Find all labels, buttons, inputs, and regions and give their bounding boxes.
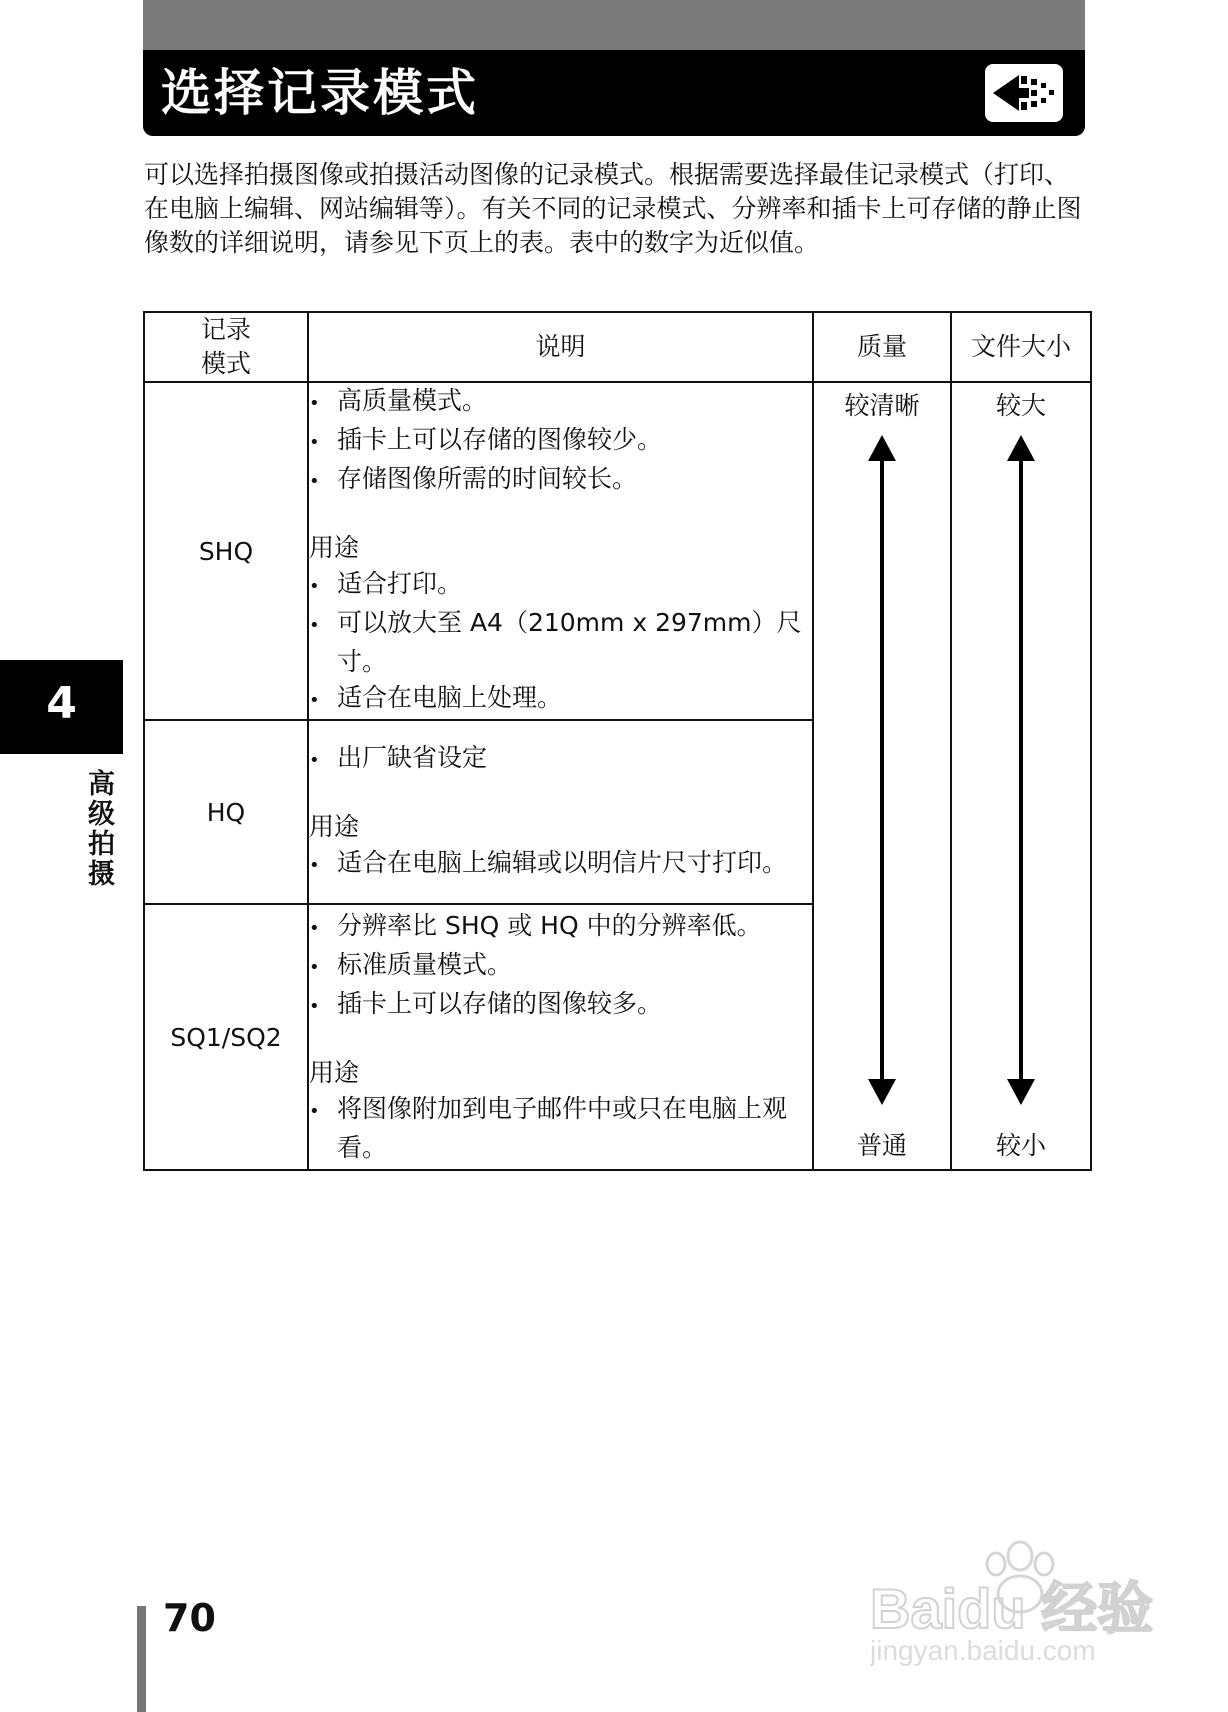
watermark-logo: Baidu 经验 (870, 1577, 1154, 1640)
list-item: • 适合在电脑上编辑或以明信片尺寸打印。 (309, 845, 812, 884)
list-item: • 插卡上可以存储的图像较多。 (309, 986, 812, 1025)
size-scale-bottom: 较小 (995, 1131, 1046, 1160)
list-item: • 适合打印。 (309, 566, 812, 605)
list-item: • 存储图像所需的时间较长。 (309, 461, 812, 500)
size-scale-top: 较大 (995, 391, 1046, 420)
list-item: • 将图像附加到电子邮件中或只在电脑上观看。 (309, 1091, 812, 1166)
double-arrow-icon (1005, 435, 1037, 1105)
list-item: • 分辨率比 SHQ 或 HQ 中的分辨率低。 (309, 908, 812, 947)
list-item: • 高质量模式。 (309, 383, 812, 422)
table-header-row (144, 312, 1091, 382)
page-number: 70 (163, 1596, 216, 1640)
quality-scale (813, 382, 951, 1170)
chapter-number: 4 (46, 678, 77, 729)
chapter-tab (0, 660, 123, 754)
description-shq (308, 382, 813, 720)
list-item: • 插卡上可以存储的图像较少。 (309, 422, 812, 461)
list-item: • 可以放大至 A4（210mm x 297mm）尺寸。 (309, 605, 812, 680)
header-file-size: 文件大小 (951, 312, 1091, 382)
description-sq (308, 904, 813, 1170)
header-mode: 记录 模式 (144, 312, 308, 382)
double-arrow-icon (866, 435, 898, 1105)
header-gray-band (143, 0, 1085, 52)
header-quality: 质量 (813, 312, 951, 382)
mode-hq: HQ (144, 720, 308, 904)
usage-label: 用途 (309, 812, 360, 841)
list-item: • 出厂缺省设定 (309, 740, 812, 779)
recording-mode-table (143, 311, 1092, 1171)
mode-shq: SHQ (144, 382, 308, 720)
page-margin-bar (137, 1606, 146, 1712)
baidu-watermark (870, 1528, 1170, 1668)
chapter-label: 高级拍摄 (88, 769, 115, 890)
mode-sq1-sq2: SQ1/SQ2 (144, 904, 308, 1170)
header-bar (143, 50, 1085, 136)
watermark-url: jingyan.baidu.com (870, 1635, 1096, 1666)
quality-scale-top: 较清晰 (844, 391, 920, 420)
usage-label: 用途 (309, 533, 360, 562)
header-description: 说明 (308, 312, 813, 382)
quality-scale-bottom: 普通 (856, 1131, 907, 1160)
usage-label: 用途 (309, 1058, 360, 1087)
table-row-shq (144, 382, 1091, 720)
mode-arrow-icon (985, 64, 1063, 122)
description-hq (308, 720, 813, 904)
page-title: 选择记录模式 (161, 64, 479, 122)
list-item: • 标准质量模式。 (309, 947, 812, 986)
intro-paragraph: 可以选择拍摄图像或拍摄活动图像的记录模式。根据需要选择最佳记录模式（打印、在电脑上编辑、网站编辑等）。有关不同的记录模式、分辨率和插卡上可存储的静止图像数的详细说明，请参见下页上的表。表中的数字为近似值。 (144, 160, 1082, 257)
size-scale (951, 382, 1091, 1170)
list-item: • 适合在电脑上处理。 (309, 680, 812, 719)
